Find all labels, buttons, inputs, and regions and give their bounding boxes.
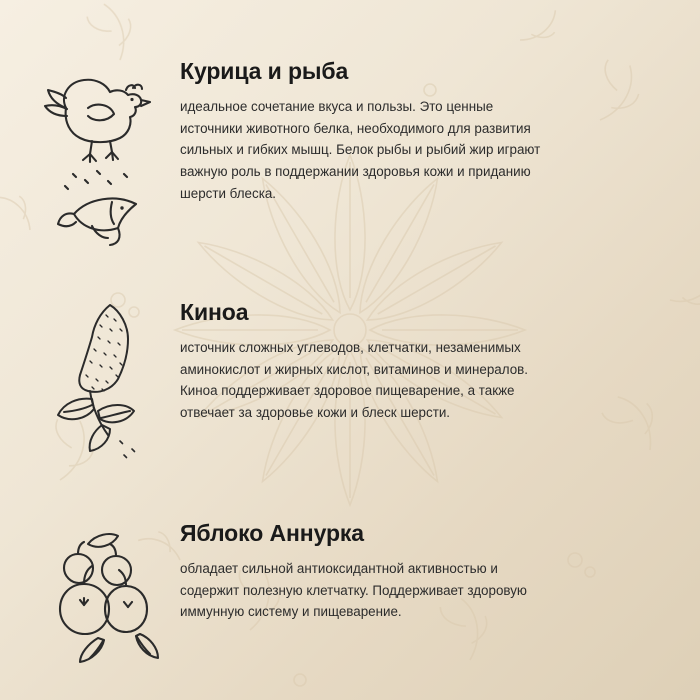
annurca-apple-icon-wrapper: [30, 520, 180, 671]
quinoa-icon: [40, 299, 170, 464]
quinoa-text: [180, 299, 670, 424]
block-body: источник сложных углеводов, клетчатки, незаменимых аминокислот и жирных кислот, витаминов и минералов. Киноа поддерживает здоровое пищеварение, а также отвечает за здоровье кожи и блеск шерсти.: [180, 340, 528, 421]
apple-text: [180, 520, 670, 623]
chicken-and-fish-icon-wrapper: [30, 58, 180, 247]
block-title: Киноа: [180, 299, 249, 325]
annurca-apple-icon: [40, 526, 170, 671]
ingredient-block-apple: [30, 520, 670, 671]
chicken-fish-text: [180, 58, 670, 205]
block-title: Яблоко Аннурка: [180, 520, 365, 546]
block-body: идеальное сочетание вкуса и пользы. Это ценные источники животного белка, необходимого для развития сильных и гибких мышц. Белок рыбы и рыбий жир играют важную роль в поддержании здоровья кожи и приданию шерсти блеска.: [180, 99, 541, 201]
chicken-and-fish-icon: [40, 62, 170, 247]
block-body: обладает сильной антиоксидантной активностью и содержит полезную клетчатку. Поддерживает здоровую иммунную систему и пищеварение.: [180, 561, 527, 620]
quinoa-icon-wrapper: [30, 299, 180, 464]
ingredient-block-quinoa: [30, 299, 670, 464]
block-title: Курица и рыба: [180, 58, 349, 84]
ingredient-block-chicken-fish: [30, 58, 670, 247]
